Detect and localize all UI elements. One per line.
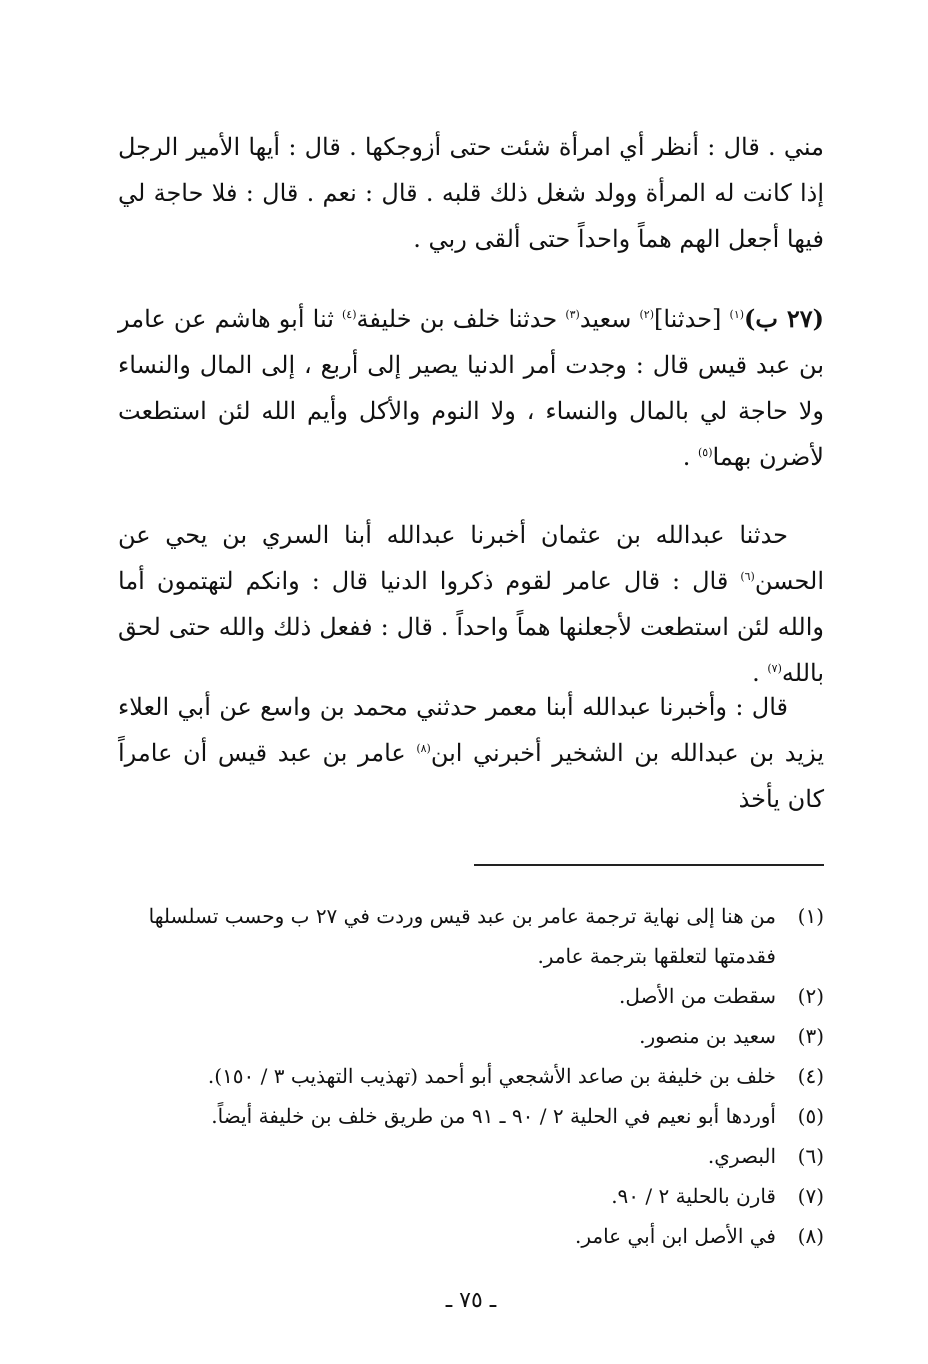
- footnote-text: البصري.: [707, 1144, 776, 1168]
- footnote-ref: (٣): [565, 308, 580, 321]
- page-marker: (٢٧ ب): [744, 304, 824, 333]
- paragraph-text: عامر بن عبد قيس أن عامراً كان يأخذ: [118, 739, 824, 813]
- footnote-item: [118, 1136, 824, 1176]
- paragraph-text: حدثنا خلف بن خليفة: [356, 305, 566, 333]
- footnote-ref: (٢): [639, 308, 654, 321]
- page-number: ـ ٧٥ ـ: [445, 1288, 497, 1313]
- paragraph-text: .: [752, 659, 768, 687]
- footnote-text: أوردها أبو نعيم في الحلية ٢ / ٩٠ ـ ٩١ من طريق خلف بن خليفة أيضاً.: [211, 1104, 776, 1128]
- footnote-item: [118, 1056, 824, 1096]
- paragraph-1: [118, 124, 824, 262]
- paragraph-text: [حدثنا]: [654, 305, 730, 333]
- footnote-text: في الأصل ابن أبي عامر.: [574, 1224, 776, 1248]
- footnote-text: من هنا إلى نهاية ترجمة عامر بن عبد قيس وردت في ٢٧ ب وحسب تسلسلها فقدمتها لتعلقها بترجمة عامر.: [148, 904, 776, 968]
- footnote-ref: (٦): [740, 570, 755, 583]
- footnotes-list: [118, 896, 824, 1256]
- paragraph-text: حدثنا عبدالله بن عثمان أخبرنا عبدالله أبنا السري بن يحي عن الحسن: [118, 521, 824, 595]
- footnote-number: (٨): [797, 1224, 824, 1248]
- footnote-item: [118, 1096, 824, 1136]
- footnote-item: [118, 1176, 824, 1216]
- footnote-number: (٣): [797, 1024, 824, 1048]
- footnote-number: (٧): [797, 1184, 824, 1208]
- paragraph-4: [118, 684, 824, 822]
- paragraph-text: ثنا أبو هاشم عن عامر بن عبد قيس قال : وجدت أمر الدنيا يصير إلى أربع ، إلى المال والنساء ولا حاجة لي بالمال والنساء ، ولا النوم والأكل وأيم الله لئن استطعت لأضرن بهما: [118, 305, 824, 471]
- paragraph-3: [118, 512, 824, 696]
- paragraph-2: [118, 296, 824, 480]
- footnote-item: [118, 1016, 824, 1056]
- footnote-item: [118, 896, 824, 976]
- footnote-number: (٤): [797, 1064, 824, 1088]
- footnote-number: (٦): [797, 1144, 824, 1168]
- paragraph-text: قال : قال عامر لقوم ذكروا الدنيا قال : وانكم لتهتمون أما والله لئن استطعت لأجعلنها هماً واحداً . قال : ففعل ذلك والله حتى لحق بالله: [118, 567, 824, 687]
- footnote-ref: (٤): [342, 308, 357, 321]
- footnote-ref: (٨): [416, 742, 431, 755]
- footnote-text: سعيد بن منصور.: [639, 1024, 776, 1048]
- footnote-item: [118, 976, 824, 1016]
- paragraph-text: سعيد: [579, 305, 640, 333]
- footnote-ref: (٥): [697, 446, 713, 459]
- document-page: [118, 0, 824, 1364]
- footnote-text: خلف بن خليفة بن صاعد الأشجعي أبو أحمد (تهذيب التهذيب ٣ / ١٥٠).: [207, 1064, 776, 1088]
- paragraph-text: مني . قال : أنظر أي امرأة شئت حتى أزوجكها . قال : أيها الأمير الرجل إذا كانت له المرأة وولد شغل ذلك قلبه . قال : نعم . قال : فلا حاجة لي فيها أجعل الهم هماً واحداً حتى ألقى ربي .: [118, 133, 824, 253]
- footnote-item: [118, 1216, 824, 1256]
- footnote-ref: (٧): [767, 662, 782, 675]
- footnote-separator: [474, 864, 824, 866]
- footnote-ref: (١): [729, 308, 745, 321]
- footnote-number: (٥): [797, 1104, 824, 1128]
- footnote-number: (١): [797, 904, 824, 928]
- paragraph-text: .: [682, 443, 698, 471]
- footnote-text: سقطت من الأصل.: [618, 984, 776, 1008]
- paragraph-text: قال : وأخبرنا عبدالله أبنا معمر حدثني محمد بن واسع عن أبي العلاء يزيد بن عبدالله بن الشخير أخبرني ابن: [118, 693, 824, 767]
- footnote-text: قارن بالحلية ٢ / ٩٠.: [611, 1184, 776, 1208]
- footnote-number: (٢): [797, 984, 824, 1008]
